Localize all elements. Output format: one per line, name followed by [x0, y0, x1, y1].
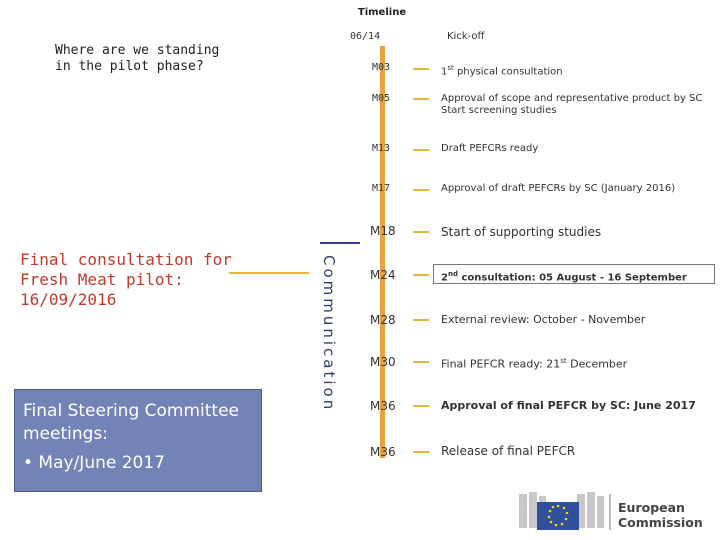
milestone-event: Draft PEFCRs ready [441, 143, 539, 154]
milestone-code: M28 [370, 313, 396, 327]
milestone-event: Start of supporting studies [441, 225, 602, 239]
communication-label-wrap [306, 255, 346, 440]
milestone-event: Final PEFCR ready: 21st December [441, 357, 628, 371]
milestone-event: Approval of scope and representative product by SC Start screening studies [441, 93, 703, 116]
communication-label: Communication [320, 255, 338, 413]
steering-bullet: • May/June 2017 [23, 453, 165, 473]
timeline-tick [413, 319, 429, 321]
timeline-tick [413, 231, 429, 233]
steering-box [14, 389, 262, 492]
timeline-tick [413, 98, 429, 100]
timeline-tick [413, 451, 429, 453]
connector-line [229, 272, 309, 274]
timeline-tick [413, 361, 429, 363]
steering-title: Final Steering Committee meetings: [23, 401, 240, 444]
milestone-code: M18 [370, 224, 396, 238]
milestone-code: M30 [370, 355, 396, 369]
timeline-spine [380, 46, 385, 458]
milestone-code: M13 [372, 143, 391, 154]
milestone-code: M03 [372, 62, 391, 73]
milestone-event: Release of final PEFCR [441, 444, 576, 458]
timeline-tick [413, 189, 429, 191]
final-consultation-note: Final consultation for Fresh Meat pilot: 16/09/2016 [20, 250, 232, 309]
milestone-event: Approval of final PEFCR by SC: June 2017 [441, 399, 696, 412]
logo-text [618, 500, 703, 530]
timeline-tick [413, 274, 429, 276]
logo-line2: Commission [618, 515, 703, 530]
timeline-tick [413, 405, 429, 407]
milestone-event: External review: October - November [441, 313, 646, 326]
steering-list [23, 452, 253, 475]
communication-bar [320, 242, 360, 244]
timeline-title: Timeline [357, 7, 407, 18]
milestone-event: 1st physical consultation [441, 64, 563, 78]
timeline-tick [413, 149, 429, 151]
milestone-code: M24 [370, 268, 396, 282]
milestone-event: 2nd consultation: 05 August - 16 September [441, 270, 687, 284]
milestone-code: M36 [370, 445, 396, 459]
pilot-phase-question: Where are we standing in the pilot phase? [55, 43, 220, 74]
logo-line1: European [618, 500, 685, 515]
timeline-tick [413, 68, 429, 70]
milestone-code: 06/14 [350, 31, 381, 42]
milestone-event: Kick-off [447, 31, 485, 42]
milestone-code: M05 [372, 93, 391, 104]
milestone-code: M17 [372, 183, 391, 194]
milestone-code: M36 [370, 399, 396, 413]
milestone-event: Approval of draft PEFCRs by SC (January 2016) [441, 183, 676, 194]
